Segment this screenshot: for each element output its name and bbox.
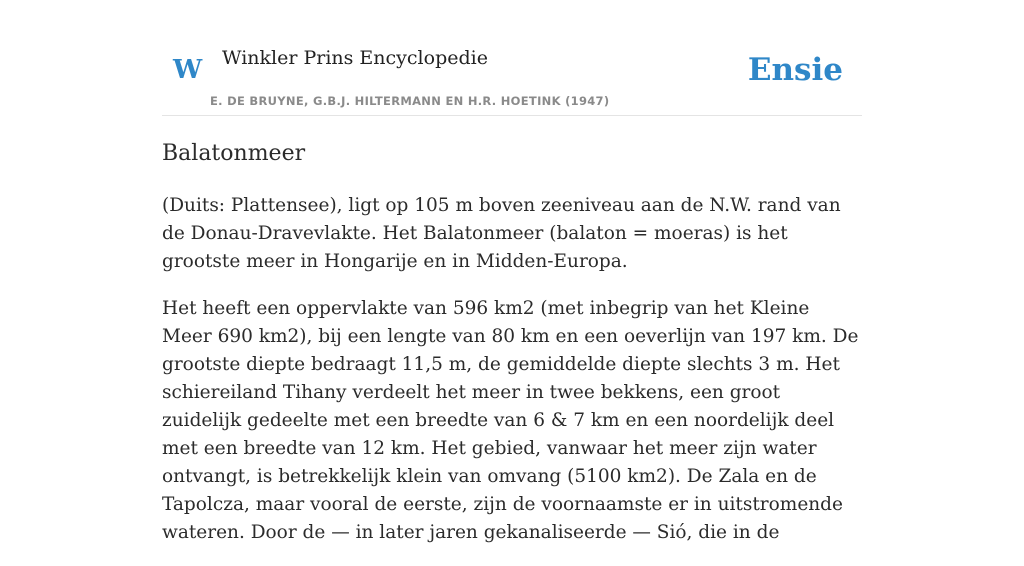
entry-paragraph: (Duits: Plattensee), ligt op 105 m boven zeeniveau aan de N.W. rand van de Donau-Dravevlakte. Het Balatonmeer (balaton = moeras) is het grootste meer in Hongarije en in Midden-Europa.	[162, 195, 841, 272]
winkler-prins-logo[interactable]: W	[173, 55, 203, 85]
header-divider	[162, 115, 862, 116]
book-authors: E. DE BRUYNE, G.B.J. HILTERMANN EN H.R. HOETINK (1947)	[210, 94, 610, 108]
page-container	[162, 0, 862, 543]
entry-paragraph: Het heeft een oppervlakte van 596 km2 (met inbegrip van het Kleine Meer 690 km2), bij een lengte van 80 km en een oeverlijn van 197 km. De grootste diepte bedraagt 11,5 m, de gemiddelde diepte slechts 3 m. Het schiereiland Tihany verdeelt het meer in twee bekkens, een groot zuidelijk gedeelte met een breedte van 6 & 7 km en een noordelijk deel met een breedte van 12 km. Het gebied, vanwaar het meer zijn water ontvangt, is betrekkelijk klein van omvang (5100 km2). De Zala en de Tapolcza, maar vooral de eerste, zijn de voornaamste er in uitstromende wateren. Door de — in later jaren gekanaliseerde — Sió, die in de	[162, 298, 859, 543]
ensie-logo-link[interactable]: Ensie	[747, 52, 843, 88]
entry-title: Balatonmeer	[162, 141, 306, 166]
book-title[interactable]: Winkler Prins Encyclopedie	[222, 47, 488, 69]
entry-body	[162, 192, 862, 566]
